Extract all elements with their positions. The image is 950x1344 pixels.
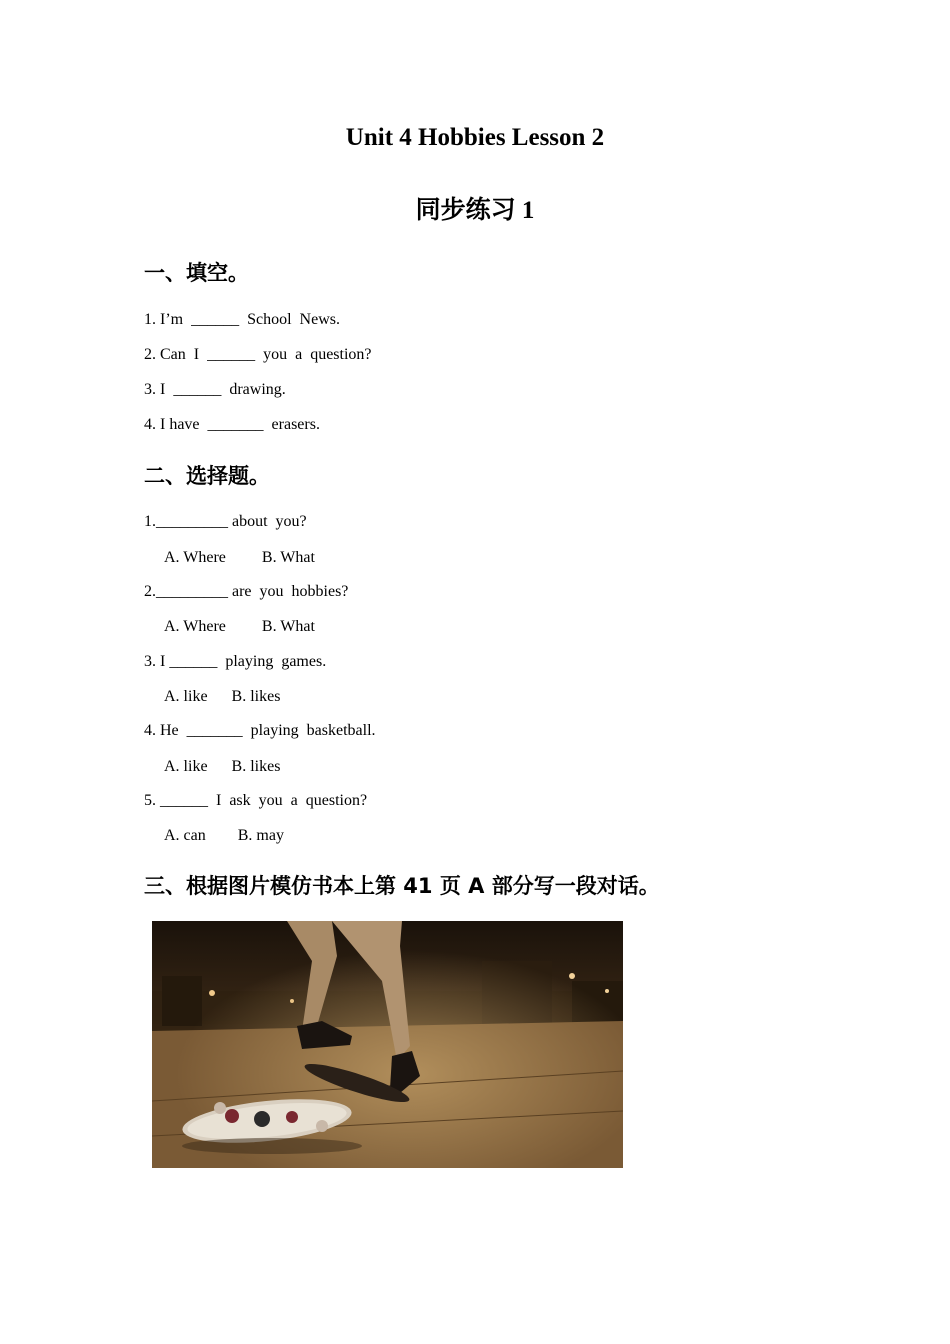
choice-question-2: 2._________ are you hobbies?	[144, 583, 349, 600]
choice-question-3: 3. I ______ playing games.	[144, 653, 327, 670]
choice-options-5: A. can B. may	[164, 827, 284, 844]
choice-options-1: A. Where B. What	[164, 549, 315, 566]
document-subtitle: 同步练习 1	[415, 197, 535, 224]
section-2-heading: 二、选择题。	[144, 464, 270, 488]
choice-options-4: A. like B. likes	[164, 758, 281, 775]
document-title: Unit 4 Hobbies Lesson 2	[345, 124, 605, 151]
fill-blank-item-1: 1. I’m ______ School News.	[144, 311, 340, 328]
choice-options-2: A. Where B. What	[164, 618, 315, 635]
fill-blank-item-3: 3. I ______ drawing.	[144, 381, 286, 398]
choice-question-1: 1._________ about you?	[144, 513, 307, 530]
skateboarder-photo	[152, 921, 623, 1168]
section-3-heading: 三、根据图片模仿书本上第 41 页 A 部分写一段对话。	[144, 874, 660, 898]
choice-options-3: A. like B. likes	[164, 688, 281, 705]
section-1-heading: 一、填空。	[144, 261, 249, 285]
fill-blank-item-4: 4. I have _______ erasers.	[144, 416, 320, 433]
fill-blank-item-2: 2. Can I ______ you a question?	[144, 346, 372, 363]
choice-question-4: 4. He _______ playing basketball.	[144, 722, 376, 739]
choice-question-5: 5. ______ I ask you a question?	[144, 792, 368, 809]
